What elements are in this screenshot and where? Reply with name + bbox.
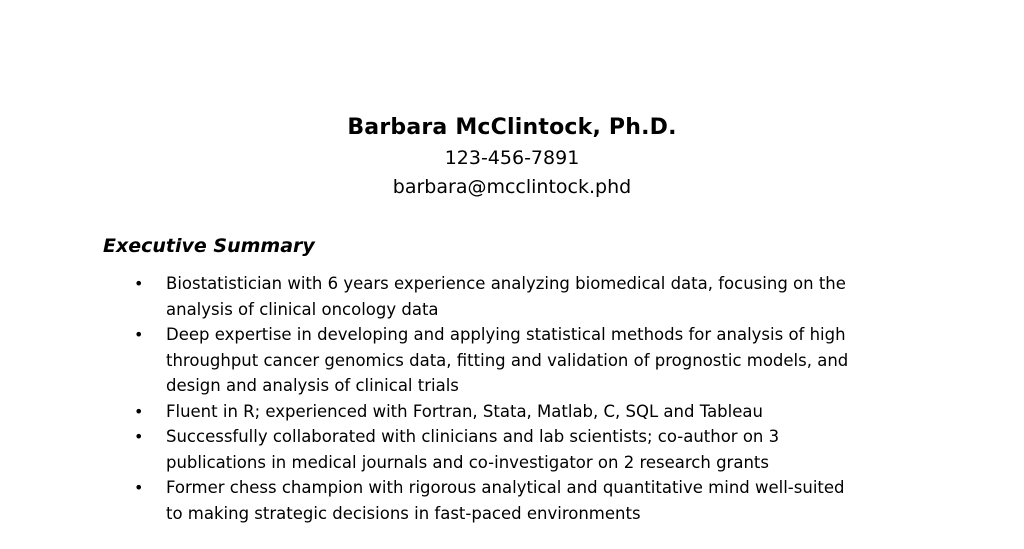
- executive-summary-list: [130, 271, 930, 526]
- bullet-icon: •: [134, 274, 144, 293]
- phone-number: 123-456-7891: [444, 147, 580, 169]
- email-address: barbara@mcclintock.phd: [392, 176, 632, 198]
- bullet-icon: •: [134, 478, 144, 497]
- list-item-text: Former chess champion with rigorous analytical and quantitative mind well-suited to making strategic decisions in fast-paced environments: [166, 478, 845, 523]
- list-item-text: Biostatistician with 6 years experience analyzing biomedical data, focusing on the analysis of clinical oncology data: [166, 274, 846, 319]
- list-item: [130, 424, 930, 475]
- section-heading-executive-summary: Executive Summary: [103, 235, 315, 257]
- resume-header: [0, 112, 1024, 202]
- list-item: [130, 271, 930, 322]
- list-item-text: Successfully collaborated with clinicians and lab scientists; co-author on 3 publications in medical journals and co-investigator on 2 research grants: [166, 427, 780, 472]
- bullet-icon: •: [134, 325, 144, 344]
- list-item: [130, 322, 930, 399]
- list-item: [130, 475, 930, 526]
- bullet-icon: •: [134, 401, 144, 421]
- list-item-text: Deep expertise in developing and applying statistical methods for analysis of high throughput cancer genomics data, fitting and validation of prognostic models, and design and analysis of clinical trials: [166, 325, 849, 395]
- candidate-name: Barbara McClintock, Ph.D.: [347, 115, 677, 140]
- bullet-icon: •: [134, 427, 144, 446]
- list-item-text: Fluent in R; experienced with Fortran, Stata, Matlab, C, SQL and Tableau: [166, 401, 763, 421]
- list-item: [130, 399, 930, 425]
